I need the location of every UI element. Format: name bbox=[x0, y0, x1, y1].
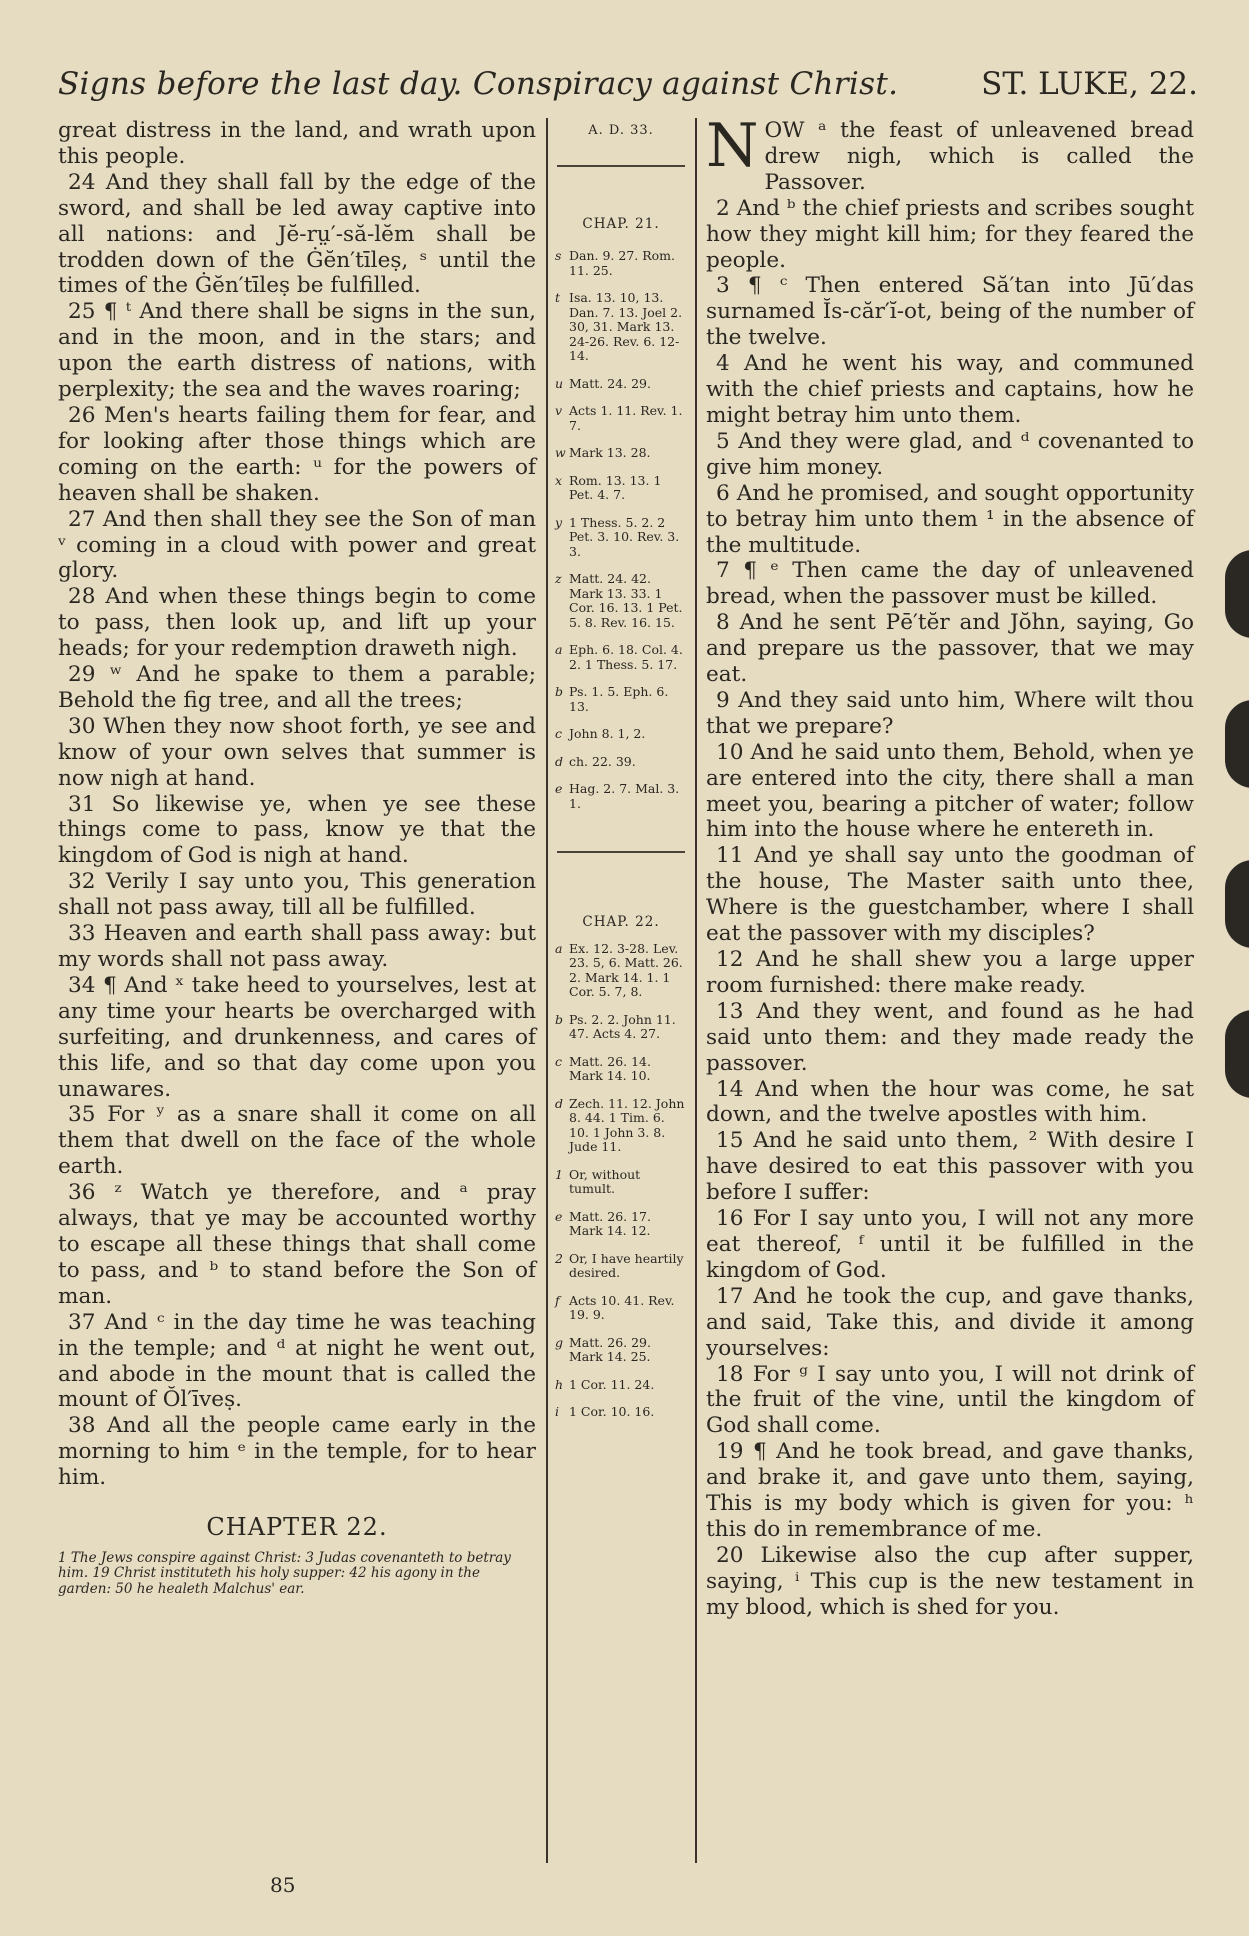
reference-letter: i bbox=[555, 1404, 559, 1419]
cross-reference bbox=[555, 1013, 687, 1042]
verse: 3 ¶ ᶜ Then entered Să′tan into Jū′das surnamed Ĭs-căr′ĭ-ot, being of the number of the twelve. bbox=[706, 273, 1194, 351]
verse: 6 And he promised, and sought opportunity to betray him unto them ¹ in the absence of the multitude. bbox=[706, 480, 1194, 558]
verse: great distress in the land, and wrath upon this people. bbox=[58, 118, 536, 169]
reference-text: Acts 1. 11. Rev. 1. 7. bbox=[569, 403, 683, 433]
verse: 12 And he shall shew you a large upper room furnished: there make ready. bbox=[706, 947, 1194, 998]
left-text-column bbox=[58, 118, 536, 1597]
chapter-title: CHAPTER 22. bbox=[206, 1513, 388, 1542]
verse: 4 And he went his way, and communed with the chief priests and captains, how he might betray him unto them. bbox=[706, 351, 1194, 428]
reference-text: Matt. 26. 14. Mark 14. 10. bbox=[569, 1053, 651, 1083]
thumb-index-tab[interactable] bbox=[1225, 550, 1249, 638]
reference-letter: a bbox=[555, 940, 563, 956]
verse: 20 Likewise also the cup after supper, saying, ⁱ This cup is the new testament in my blood, which is shed for you. bbox=[706, 1542, 1194, 1620]
verse: 30 When they now shoot forth, ye see and know of your own selves that summer is now nigh at hand. bbox=[58, 713, 536, 791]
verse-text: OW ᵃ the feast of unleavened bread drew nigh, which is called the Passover. bbox=[764, 118, 1194, 195]
reference-text: Ps. 2. 2. John 11. 47. Acts 4. 27. bbox=[569, 1011, 676, 1041]
reference-letter: d bbox=[555, 1095, 564, 1111]
reference-letter: u bbox=[555, 375, 564, 391]
reference-text: Matt. 26. 17. Mark 14. 12. bbox=[569, 1208, 651, 1238]
reference-letter: 2 bbox=[555, 1250, 563, 1266]
reference-text: Matt. 24. 42. Mark 13. 33. 1 Cor. 16. 13. 1 Pet. 5. 8. Rev. 16. 15. bbox=[569, 571, 683, 630]
reference-rule bbox=[557, 165, 685, 167]
reference-chapter-label: CHAP. 22. bbox=[582, 914, 660, 930]
reference-text: Isa. 13. 10, 13. Dan. 7. 13. Joel 2. 30, 31. Mark 13. 24-26. Rev. 6. 12-14. bbox=[569, 290, 683, 363]
cross-reference bbox=[555, 1405, 687, 1420]
cross-reference bbox=[555, 291, 687, 364]
reference-text: Hag. 2. 7. Mal. 3. 1. bbox=[569, 781, 680, 811]
verse: 18 For ᵍ I say unto you, I will not drink of the fruit of the vine, until the kingdom of God shall come. bbox=[706, 1361, 1194, 1439]
cross-reference bbox=[555, 1378, 687, 1393]
verse: 27 And then shall they see the Son of man ᵛ coming in a cloud with power and great glory. bbox=[58, 506, 536, 584]
cross-reference bbox=[555, 404, 687, 433]
reference-text: Matt. 24. 29. bbox=[569, 375, 651, 391]
reference-letter: v bbox=[555, 403, 563, 418]
reference-letter: d bbox=[555, 753, 564, 769]
verse: 34 ¶ And ˣ take heed to yourselves, lest at any time your hearts be overcharged with surfeiting, and drunkenness, and cares of this life, and so that day come upon you unawares. bbox=[58, 972, 536, 1102]
drop-cap: N bbox=[706, 111, 759, 181]
cross-reference bbox=[555, 1168, 687, 1197]
thumb-index-tab[interactable] bbox=[1225, 860, 1249, 948]
reference-text: Or, without tumult. bbox=[569, 1166, 641, 1196]
verse: 25 ¶ ᵗ And there shall be signs in the sun, and in the moon, and in the stars; and upon the earth distress of nations, with perplexity; the sea and the waves roaring; bbox=[58, 299, 536, 403]
reference-chapter-label: CHAP. 21. bbox=[582, 215, 660, 232]
verse: 7 ¶ ᵉ Then came the day of unleavened bread, when the passover must be killed. bbox=[706, 558, 1194, 610]
reference-letter: z bbox=[555, 571, 562, 586]
reference-letter: g bbox=[555, 1334, 564, 1350]
reference-letter: y bbox=[555, 514, 563, 530]
verse: 26 Men's hearts failing them for fear, and for looking after those things which are coming on the earth: ᵘ for the powers of heaven shall be shaken. bbox=[58, 402, 536, 506]
reference-letter: w bbox=[555, 445, 566, 460]
verse: 37 And ᶜ in the day time he was teaching in the temple; and ᵈ at night he went out, and abode in the mount that is called the mount of Ŏl′īveṣ. bbox=[58, 1309, 536, 1413]
cross-reference bbox=[555, 643, 687, 672]
reference-text: ch. 22. 39. bbox=[569, 753, 636, 769]
verse: 33 Heaven and earth shall pass away: but my words shall not pass away. bbox=[58, 921, 536, 972]
cross-reference bbox=[555, 685, 687, 714]
verse: 11 And ye shall say unto the goodman of the house, The Master saith unto thee, Where is the guestchamber, where I shall eat the passover with my disciples? bbox=[706, 843, 1194, 947]
reference-text: Matt. 26. 29. Mark 14. 25. bbox=[569, 1334, 651, 1364]
cross-reference bbox=[555, 474, 687, 503]
reference-letter: a bbox=[555, 642, 563, 657]
reference-text: 1 Cor. 10. 16. bbox=[569, 1404, 655, 1419]
verse: 31 So likewise ye, when ye see these things come to pass, know ye that the kingdom of God is nigh at hand. bbox=[58, 791, 536, 869]
column-divider bbox=[695, 118, 697, 1863]
reference-text: Ex. 12. 3-28. Lev. 23. 5, 6. Matt. 26. 2. Mark 14. 1. 1 Cor. 5. 7, 8. bbox=[569, 940, 683, 999]
reference-letter: t bbox=[555, 290, 561, 305]
reference-letter: f bbox=[555, 1292, 560, 1308]
reference-text: Rom. 13. 13. 1 Pet. 4. 7. bbox=[569, 472, 662, 502]
cross-reference bbox=[555, 1097, 687, 1155]
verse: 14 And when the hour was come, he sat down, and the twelve apostles with him. bbox=[706, 1076, 1194, 1128]
cross-reference bbox=[555, 1210, 687, 1239]
reference-text: 1 Cor. 11. 24. bbox=[569, 1376, 655, 1392]
reference-letter: s bbox=[555, 248, 562, 263]
reference-letter: e bbox=[555, 781, 563, 796]
verse: 9 And they said unto him, Where wilt thou that we prepare? bbox=[706, 687, 1194, 739]
column-divider bbox=[546, 118, 548, 1863]
reference-letter: e bbox=[555, 1208, 563, 1224]
thumb-index-tab[interactable] bbox=[1225, 1010, 1249, 1098]
cross-reference bbox=[555, 446, 687, 461]
reference-letter: b bbox=[555, 1011, 564, 1027]
reference-rule bbox=[557, 851, 685, 853]
cross-reference bbox=[555, 516, 687, 560]
cross-reference bbox=[555, 1336, 687, 1365]
reference-letter: b bbox=[555, 684, 564, 699]
cross-reference bbox=[555, 782, 687, 811]
right-text-column bbox=[706, 111, 1194, 1621]
reference-text: Dan. 9. 27. Rom. 11. 25. bbox=[569, 248, 675, 278]
reference-text: Mark 13. 28. bbox=[569, 445, 651, 460]
thumb-index-tab[interactable] bbox=[1225, 700, 1249, 788]
reference-letter: c bbox=[555, 726, 563, 741]
reference-letter: x bbox=[555, 472, 563, 488]
reference-list bbox=[555, 249, 687, 811]
reference-text: Acts 10. 41. Rev. 19. 9. bbox=[569, 1292, 675, 1322]
cross-reference-column bbox=[555, 118, 687, 1433]
verse: 5 And they were glad, and ᵈ covenanted to give him money. bbox=[706, 428, 1194, 480]
cross-reference bbox=[555, 377, 687, 392]
verse bbox=[706, 111, 1194, 196]
header-topic: Signs before the last day. Conspiracy against Christ. bbox=[58, 66, 899, 102]
verse: 28 And when these things begin to come to pass, then look up, and lift up your heads; for your redemption draweth nigh. bbox=[58, 584, 536, 662]
reference-letter: h bbox=[555, 1376, 564, 1392]
reference-text: Or, I have heartily desired. bbox=[569, 1250, 684, 1280]
verse: 13 And they went, and found as he had said unto them: and they made ready the passover. bbox=[706, 998, 1194, 1076]
reference-letter: 1 bbox=[555, 1166, 563, 1182]
cross-reference bbox=[555, 727, 687, 742]
verse: 32 Verily I say unto you, This generation shall not pass away, till all be fulfilled. bbox=[58, 869, 536, 921]
year-label: A. D. 33. bbox=[588, 123, 654, 138]
reference-text: Zech. 11. 12. John 8. 44. 1 Tim. 6. 10. 1 John 3. 8. Jude 11. bbox=[569, 1095, 685, 1154]
reference-text: Ps. 1. 5. Eph. 6. 13. bbox=[569, 684, 669, 714]
cross-reference bbox=[555, 942, 687, 1000]
verse: 29 ʷ And he spake to them a parable; Behold the fig tree, and all the trees; bbox=[58, 662, 536, 713]
reference-text: Eph. 6. 18. Col. 4. 2. 1 Thess. 5. 17. bbox=[569, 642, 683, 672]
page-number: 85 bbox=[270, 1873, 296, 1897]
verse: 38 And all the people came early in the morning to him ᵉ in the temple, for to hear him. bbox=[58, 1413, 536, 1491]
reference-text: 1 Thess. 5. 2. 2 Pet. 3. 10. Rev. 3. 3. bbox=[569, 514, 680, 559]
header-book-chapter: ST. LUKE, 22. bbox=[981, 66, 1198, 102]
verse: 17 And he took the cup, and gave thanks, and said, Take this, and divide it among yourselves: bbox=[706, 1283, 1194, 1361]
cross-reference bbox=[555, 572, 687, 630]
cross-reference bbox=[555, 1055, 687, 1084]
verse: 15 And he said unto them, ² With desire I have desired to eat this passover with you before I suffer: bbox=[706, 1128, 1194, 1206]
cross-reference bbox=[555, 1252, 687, 1281]
reference-text: John 8. 1, 2. bbox=[569, 726, 646, 741]
verse: 16 For I say unto you, I will not any more eat thereof, ᶠ until it be fulfilled in the kingdom of God. bbox=[706, 1206, 1194, 1283]
verse: 36 ᶻ Watch ye therefore, and ᵃ pray always, that ye may be accounted worthy to escape all these things that shall come to pass, and ᵇ to stand before the Son of man. bbox=[58, 1180, 536, 1309]
cross-reference bbox=[555, 249, 687, 278]
verse: 2 And ᵇ the chief priests and scribes sought how they might kill him; for they feared the people. bbox=[706, 195, 1194, 273]
cross-reference bbox=[555, 755, 687, 770]
verse: 35 For ʸ as a snare shall it come on all them that dwell on the face of the whole earth. bbox=[58, 1102, 536, 1180]
reference-letter: c bbox=[555, 1053, 563, 1069]
cross-reference bbox=[555, 1294, 687, 1323]
verse: 24 And they shall fall by the edge of the sword, and shall be led away captive into all nations: and Jĕ-rṳ′-să-lĕm shall be trodden down of the Ġĕn′tīleṣ, ˢ until the times of the Ġĕn′tīleṣ be fulfilled. bbox=[58, 169, 536, 299]
reference-list bbox=[555, 942, 687, 1420]
running-header bbox=[58, 66, 1198, 116]
verse: 19 ¶ And he took bread, and gave thanks, and brake it, and gave unto them, saying, This is my body which is given for you: ʰ this do in remembrance of me. bbox=[706, 1439, 1194, 1542]
verse: 10 And he said unto them, Behold, when ye are entered into the city, there shall a man meet you, bearing a pitcher of water; follow him into the house where he entereth in. bbox=[706, 739, 1194, 843]
verse: 8 And he sent Pē′tĕr and Jŏhn, saying, Go and prepare us the passover, that we may eat. bbox=[706, 610, 1194, 688]
chapter-summary: 1 The Jews conspire against Christ: 3 Judas covenanteth to betray him. 19 Christ instituteth his holy supper: 42 his agony in the garden: 50 he healeth Malchus' ear. bbox=[58, 1549, 511, 1597]
